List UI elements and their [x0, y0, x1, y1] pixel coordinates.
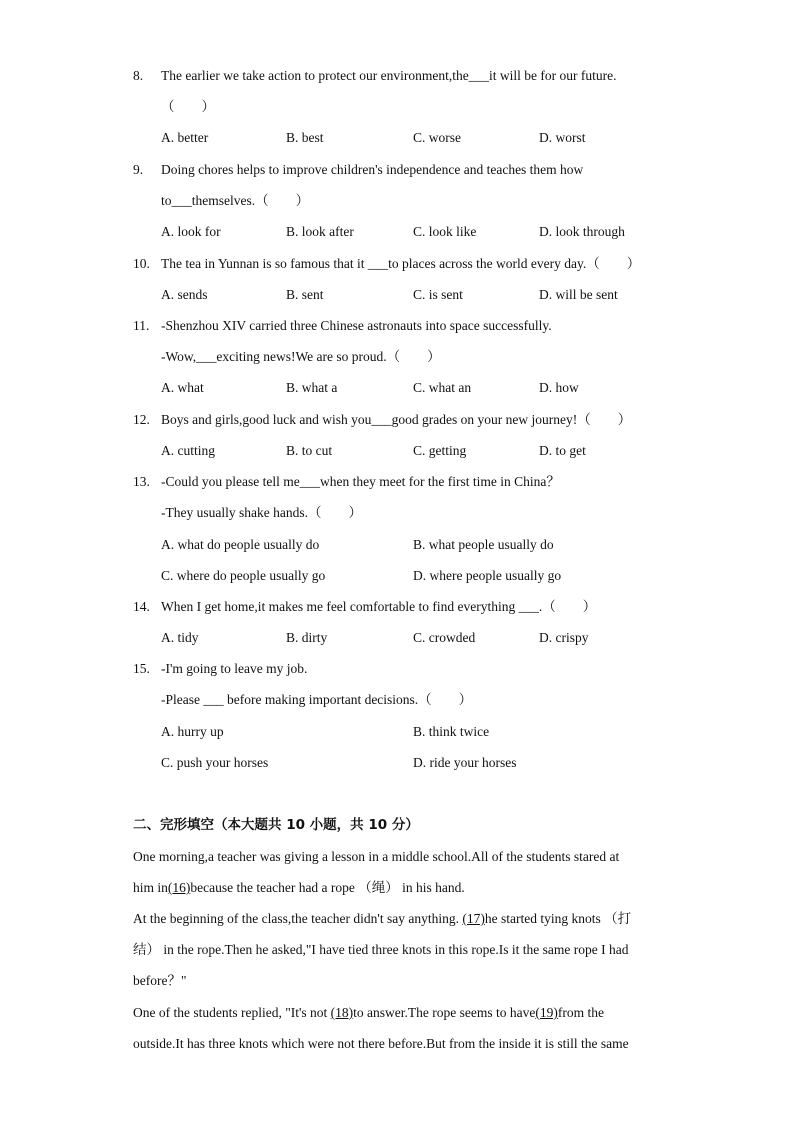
option-c[interactable]: C. crowded: [413, 630, 476, 645]
stem-line: When I get home,it makes me feel comfortable to find everything ___.（ ）: [161, 599, 597, 614]
stem-line: The tea in Yunnan is so famous that it ___to places across the world every day.（ ）: [161, 256, 641, 271]
options-row: [161, 716, 661, 747]
option-c[interactable]: C. look like: [413, 224, 477, 239]
question-number: 8.: [133, 68, 144, 83]
question-stem: [161, 248, 661, 279]
option-a[interactable]: A. what: [161, 380, 204, 395]
option-b[interactable]: B. dirty: [286, 630, 328, 645]
option-d[interactable]: D. will be sent: [539, 287, 618, 302]
question-number: 14.: [133, 599, 150, 614]
option-b[interactable]: B. think twice: [413, 724, 490, 739]
options-row: [161, 216, 661, 247]
question-stem: [161, 154, 661, 216]
passage-line: One of the students replied, "It's not (18)to answer.The rope seems to have(19)from the: [133, 1005, 604, 1020]
question-number: 9.: [133, 162, 144, 177]
stem-line: -They usually shake hands.（ ）: [161, 505, 362, 520]
question-number: 15.: [133, 661, 150, 676]
option-a[interactable]: A. what do people usually do: [161, 537, 320, 552]
passage-paragraph-2: [133, 903, 658, 996]
stem-line: -Wow,___exciting news!We are so proud.（ ）: [161, 349, 441, 364]
question-stem: [161, 60, 661, 122]
option-a[interactable]: A. sends: [161, 287, 208, 302]
question-stem: [161, 466, 661, 528]
option-c[interactable]: C. where do people usually go: [161, 568, 326, 583]
options-row: [161, 747, 661, 778]
stem-line: -Shenzhou XIV carried three Chinese astronauts into space successfully.: [161, 318, 552, 333]
stem-line: Boys and girls,good luck and wish you___good grades on your new journey!（ ）: [161, 412, 632, 427]
option-a[interactable]: A. hurry up: [161, 724, 224, 739]
stem-line: The earlier we take action to protect our environment,the___it will be for our future.: [161, 68, 617, 83]
options-row: [161, 372, 661, 403]
passage-paragraph-1: [133, 841, 658, 903]
option-c[interactable]: C. push your horses: [161, 755, 269, 770]
option-d[interactable]: D. where people usually go: [413, 568, 562, 583]
blank-19[interactable]: (19): [535, 1005, 558, 1020]
passage-line: outside.It has three knots which were not there before.But from the inside it is still the same: [133, 1036, 629, 1051]
passage-line: 结） in the rope.Then he asked,"I have tied three knots in this rope.Is it the same rope I had: [133, 942, 629, 957]
question-number: 10.: [133, 256, 150, 271]
section-title: 二、完形填空（本大题共 10 小题，共 10 分）: [133, 817, 419, 833]
option-d[interactable]: D. to get: [539, 443, 586, 458]
question-stem: [161, 653, 661, 715]
passage-paragraph-3: [133, 997, 658, 1059]
options-row: [161, 560, 661, 591]
options-row: [161, 622, 661, 653]
option-c[interactable]: C. getting: [413, 443, 467, 458]
stem-line: to___themselves.（ ）: [161, 193, 310, 208]
option-b[interactable]: B. best: [286, 130, 324, 145]
options-row: [161, 435, 661, 466]
question-stem: [161, 404, 661, 435]
option-b[interactable]: B. look after: [286, 224, 354, 239]
options-row: [161, 279, 661, 310]
question-number: 11.: [133, 318, 150, 333]
option-c[interactable]: C. is sent: [413, 287, 463, 302]
option-d[interactable]: D. how: [539, 380, 579, 395]
option-c[interactable]: C. what an: [413, 380, 472, 395]
option-d[interactable]: D. worst: [539, 130, 586, 145]
question-number: 13.: [133, 474, 150, 489]
option-d[interactable]: D. look through: [539, 224, 625, 239]
stem-line: -Please ___ before making important decisions.（ ）: [161, 692, 473, 707]
option-b[interactable]: B. what people usually do: [413, 537, 554, 552]
option-b[interactable]: B. what a: [286, 380, 338, 395]
option-d[interactable]: D. crispy: [539, 630, 589, 645]
options-row: [161, 529, 661, 560]
stem-line: Doing chores helps to improve children's independence and teaches them how: [161, 162, 584, 177]
blank-16[interactable]: (16): [167, 880, 191, 895]
blank-17[interactable]: (17): [462, 911, 485, 926]
passage-line: before？": [133, 973, 187, 988]
blank-18[interactable]: (18): [330, 1005, 354, 1020]
stem-line: （ ）: [161, 99, 215, 114]
option-a[interactable]: A. cutting: [161, 443, 215, 458]
passage-line: One morning,a teacher was giving a lesson in a middle school.All of the students stared at: [133, 849, 620, 864]
option-a[interactable]: A. better: [161, 130, 209, 145]
option-d[interactable]: D. ride your horses: [413, 755, 517, 770]
question-number: 12.: [133, 412, 150, 427]
option-c[interactable]: C. worse: [413, 130, 461, 145]
option-a[interactable]: A. tidy: [161, 630, 199, 645]
option-b[interactable]: B. sent: [286, 287, 324, 302]
passage-line: him in(16)because the teacher had a rope （绳） in his hand.: [133, 880, 465, 895]
question-stem: [161, 591, 661, 622]
option-a[interactable]: A. look for: [161, 224, 221, 239]
passage-line: At the beginning of the class,the teacher didn't say anything. (17)he started tying knots （打: [133, 911, 632, 926]
question-stem: [161, 310, 661, 372]
options-row: [161, 122, 661, 153]
stem-line: -I'm going to leave my job.: [161, 661, 308, 676]
option-b[interactable]: B. to cut: [286, 443, 333, 458]
stem-line: -Could you please tell me___when they meet for the first time in China？: [161, 474, 560, 489]
